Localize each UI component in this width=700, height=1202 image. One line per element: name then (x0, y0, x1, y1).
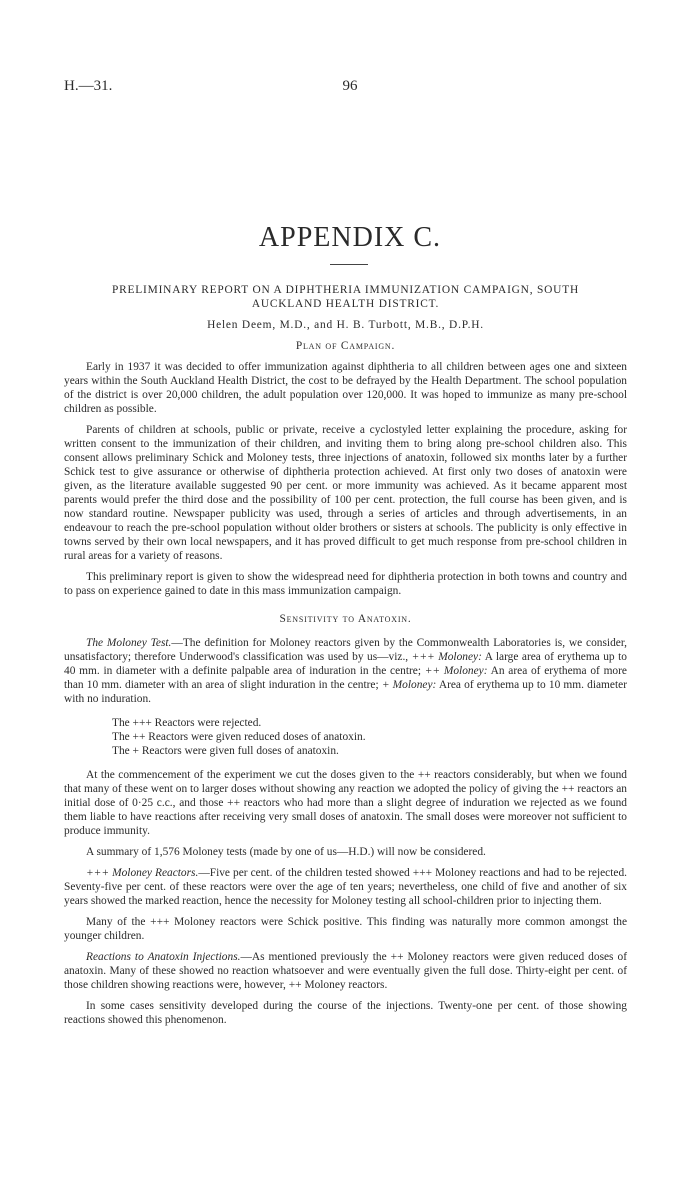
run-in-heading: The Moloney Test. (86, 637, 172, 649)
run-in-heading: Reactions to Anatoxin Injections. (86, 951, 241, 963)
paragraph: In some cases sensitivity developed during the course of the injections. Twenty-one per cent. of those showing reactions showed this phenomenon. (64, 1000, 627, 1026)
document-body (64, 283, 627, 1027)
document-code: H.—31. (64, 78, 113, 94)
page-header (64, 78, 636, 98)
paragraph: Parents of children at schools, public or private, receive a cyclostyled letter explaining the procedure, asking for written consent to the immunization of their children, and inviting them to bring along pre-school children also. This consent allows preliminary Schick and Moloney tests, three injections of anatoxin, followed six months later by a further Schick test to give assurance or otherwise of diphtheria protection achieved. At first only two doses of anatoxin were given, as the literature available suggested 90 per cent. or more immunity was achieved. As it became apparent most parents would prefer the third dose and the possibility of 100 per cent. protection, the full course has been given, and is now standard routine. Newspaper publicity was used, through a series of articles and through advertisements, in an endeavour to reach the pre-school population without older brothers or sisters at schools. The publicity is only effective in towns served by their own local newspapers, and it has proved difficult to get much response from pre-school children in rural areas for a variety of reasons. (64, 424, 627, 562)
paragraph: This preliminary report is given to show the widespread need for diphtheria protection in both towns and country and to pass on experience gained to date in this mass immunization campaign. (64, 571, 627, 597)
paragraph: At the commencement of the experiment we cut the doses given to the ++ reactors considerably, but when we found that many of these went on to larger doses without showing any reaction we adopted the policy of giving the ++ reactors an initial dose of 0·25 c.c., and those ++ reactors who had more than a slight degree of induration we rejected as we found them liable to have reactions after receiving very small doses of anatoxin. The small doses were moreover not sufficient to produce immunity. (64, 769, 627, 837)
paragraph: Many of the +++ Moloney reactors were Schick positive. This finding was naturally more common amongst the younger children. (64, 916, 627, 942)
appendix-title: APPENDIX C. (258, 222, 442, 253)
paragraph-moloney-test: The Moloney Test.—The definition for Moloney reactors given by the Commonwealth Laboratories is, we consider, unsatisfactory; therefore Underwood's classification was used by us—viz., +++ Moloney: A large area of erythema up to 40 mm. in diameter with a definite palpable area of induration in the centre; ++ Moloney: An area of erythema of more than 10 mm. diameter with an area of slight induration in the centre; + Moloney: Area of erythema up to 10 mm. diameter with no induration. (64, 637, 628, 705)
paragraph-reactions: Reactions to Anatoxin Injections.—As mentioned previously the ++ Moloney reactors were given reduced doses of anatoxin. Many of these showed no reaction whatsoever and were eventually given the full dose. Thirty-eight per cent. of those children showing reactions were, however, ++ Moloney reactors. (64, 951, 627, 991)
authors: Helen Deem, M.D., and H. B. Turbott, M.B., D.P.H. (207, 319, 484, 331)
list-item: The ++ Reactors were given reduced doses of anatoxin. (112, 731, 366, 743)
section-heading-plan: Plan of Campaign. (295, 340, 396, 352)
title-rule (330, 264, 368, 265)
paragraph-moloney-reactors: +++ Moloney Reactors.—Five per cent. of the children tested showed +++ Moloney reactions and had to be rejected. Seventy-five per cent. of these reactors were over the age of ten years; nevertheless, one child of five and another of six years showed the marked reaction, hence the necessity for Moloney testing all school-children prior to injecting them. (64, 867, 627, 907)
list-item: The +++ Reactors were rejected. (112, 717, 262, 729)
page-number: 96 (342, 78, 358, 94)
paragraph: Early in 1937 it was decided to offer immunization against diphtheria to all children between ages one and sixteen years within the South Auckland Health District, the cost to be defrayed by the Health Department. The school population of the district is over 20,000 children, the adult population over 120,000. It was hoped to immunize as many pre-school children as possible. (64, 361, 627, 415)
list-item: The + Reactors were given full doses of anatoxin. (112, 745, 339, 757)
report-title: PRELIMINARY REPORT ON A DIPHTHERIA IMMUNIZATION CAMPAIGN, SOUTH AUCKLAND HEALTH DISTRICT. (112, 284, 579, 310)
run-in-heading: +++ Moloney Reactors. (86, 867, 199, 879)
reactor-list (112, 716, 627, 758)
section-heading-sensitivity: Sensitivity to Anatoxin. (279, 613, 412, 625)
paragraph: A summary of 1,576 Moloney tests (made by one of us—H.D.) will now be considered. (86, 846, 486, 858)
